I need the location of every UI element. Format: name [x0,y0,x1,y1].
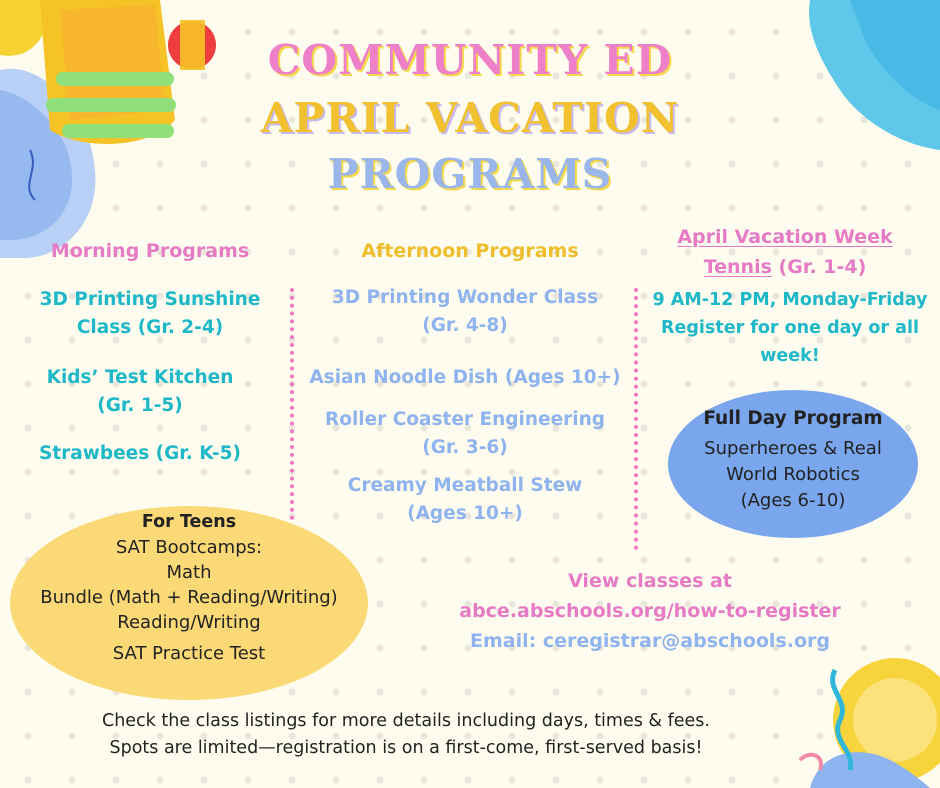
tennis-grade: (Gr. 1-4) [778,256,867,278]
tennis-heading [640,222,930,282]
morning-item-2: Kids’ Test Kitchen (Gr. 1-5) [46,367,234,416]
afternoon-item-2: Asian Noodle Dish (Ages 10+) [309,367,621,388]
title-line-3: PROGRAMS [327,150,613,198]
morning-item-3: Strawbees (Gr. K-5) [39,443,241,464]
morning-heading: Morning Programs [50,240,250,262]
divider-left [290,288,294,520]
divider-right [634,288,638,550]
teens-heading: For Teens [141,512,237,532]
full-day-text: Full Day Program Superheroes & Real World Robotics (Ages 6-10) [668,406,918,514]
afternoon-heading: Afternoon Programs [361,240,579,262]
full-day-heading: Full Day Program [703,408,883,429]
footer-line-2: Spots are limited—registration is on a first-come, first-served basis! [109,738,703,758]
tennis-details: 9 AM-12 PM, Monday-Friday Register for one day or all week! [652,290,928,366]
title-line-1: COMMUNITY ED [267,36,673,84]
footer-line-1: Check the class listings for more details including days, times & fees. [101,711,710,731]
info-view-classes: View classes at [568,570,732,592]
tennis-heading-line1[interactable]: April Vacation Week [677,226,893,248]
title-line-2: APRIL VACATION [260,94,680,142]
tennis-link[interactable]: Tennis [703,256,772,278]
footer-text [0,708,812,762]
afternoon-item-1: 3D Printing Wonder Class (Gr. 4-8) [331,287,599,336]
info-email-link[interactable]: Email: ceregistrar@abschools.org [470,630,830,652]
teens-text: For Teens SAT Bootcamps: Math Bundle (Math + Reading/Writing) Reading/Writing SAT Practice Test [10,510,368,666]
morning-item-1: 3D Printing Sunshine Class (Gr. 2-4) [39,289,261,338]
afternoon-item-3: Roller Coaster Engineering (Gr. 3-6) [324,409,606,458]
info-block [390,566,910,656]
afternoon-item-4: Creamy Meatball Stew (Ages 10+) [347,475,583,524]
info-url-link[interactable]: abce.abschools.org/how-to-register [459,600,841,622]
